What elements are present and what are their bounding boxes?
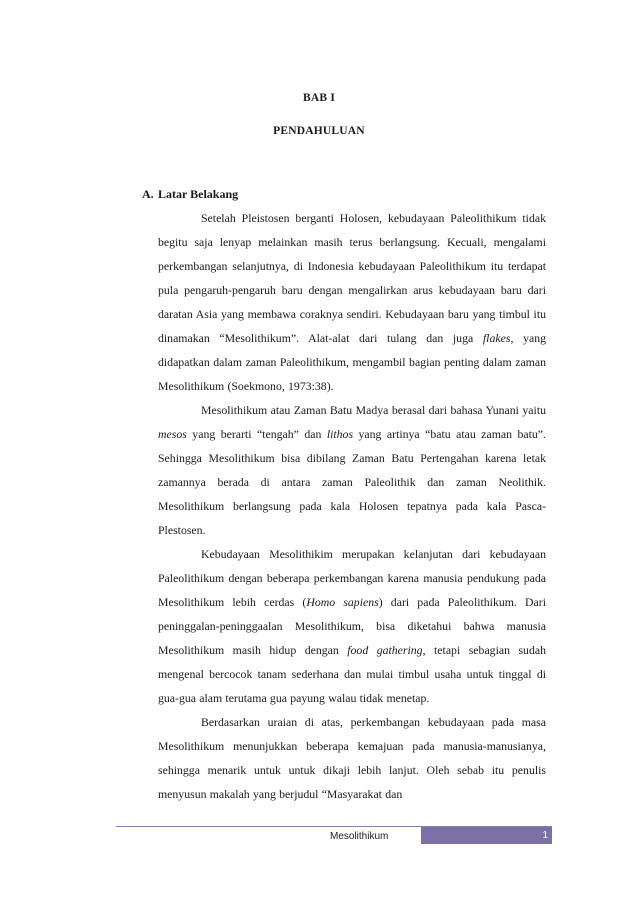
paragraph: [158, 398, 546, 542]
text-run: Kebudayaan Mesolithikim merupakan kelanjutan dari kebudayaan Paleolithikum dengan beberapa perkembangan karena manusia pendukung pada Mesolithikum lebih cerdas (: [158, 547, 546, 609]
section-heading: [142, 187, 238, 202]
footer-title: Mesolithikum: [330, 831, 389, 842]
section-title: Latar Belakang: [158, 187, 239, 201]
text-run: Setelah Pleistosen berganti Holosen, kebudayaan Paleolithikum tidak begitu saja lenyap melainkan masih terus berlangsung. Kecuali, mengalami perkembangan selanjutnya, di Indonesia kebudayaan Paleolithikum itu terdapat pula pengaruh-pengaruh baru dengan mengalirkan arus kebudayaan baru dari daratan Asia yang membawa coraknya sendiri. Kebudayaan baru yang timbul itu dinamakan “Mesolithikum”. Alat-alat dari tulang dan juga: [158, 211, 546, 345]
body-text: [158, 206, 546, 806]
paragraph: [158, 206, 546, 398]
text-run: Mesolithikum atau Zaman Batu Madya berasal dari bahasa Yunani yaitu: [201, 403, 546, 417]
text-run: , tetapi sebagian sudah mengenal bercocok tanam sederhana dan mulai timbul usaha untuk tinggal di gua-gua alam terutama gua payung walau tidak menetap.: [158, 643, 546, 705]
text-run: yang artinya “batu atau zaman batu”. Sehingga Mesolithikum bisa dibilang Zaman Batu Pertengahan karena letak zamannya berada di antara zaman Paleolithik dan zaman Neolithik. Mesolithikum berlangsung pada kala Holosen tepatnya pada kala Pasca-Plestosen.: [158, 427, 546, 537]
text-run: Berdasarkan uraian di atas, perkembangan kebudayaan pada masa Mesolithikum menunjukkan beberapa kemajuan pada manusia-manusianya, sehingga menarik untuk untuk dikaji lebih lanjut. Oleh sebab itu penulis menyusun makalah yang berjudul “Masyarakat dan: [158, 715, 546, 801]
italic-term: lithos: [326, 427, 354, 441]
paragraph: [158, 710, 546, 806]
italic-term: mesos: [158, 427, 187, 441]
page-number: 1: [542, 830, 548, 841]
footer-page-bar: [421, 827, 552, 844]
italic-term: flakes: [482, 331, 511, 345]
italic-term: Homo sapiens: [306, 595, 379, 609]
chapter-title: PENDAHULUAN: [273, 125, 365, 137]
chapter-number: BAB I: [303, 92, 335, 104]
paragraph: [158, 542, 546, 710]
text-run: yang berarti “tengah” dan: [186, 427, 327, 441]
text-run: , yang didapatkan dalam zaman Paleolithikum, mengambil bagian penting dalam zaman Mesolithikum (Soekmono, 1973:38).: [158, 331, 546, 393]
italic-term: food gathering: [347, 643, 423, 657]
section-letter: A.: [142, 187, 154, 201]
text-run: ) dari pada Paleolithikum. Dari peninggalan-peninggaalan Mesolithikum, bisa diketahui bahwa manusia Mesolithikum masih hidup dengan: [158, 595, 546, 657]
